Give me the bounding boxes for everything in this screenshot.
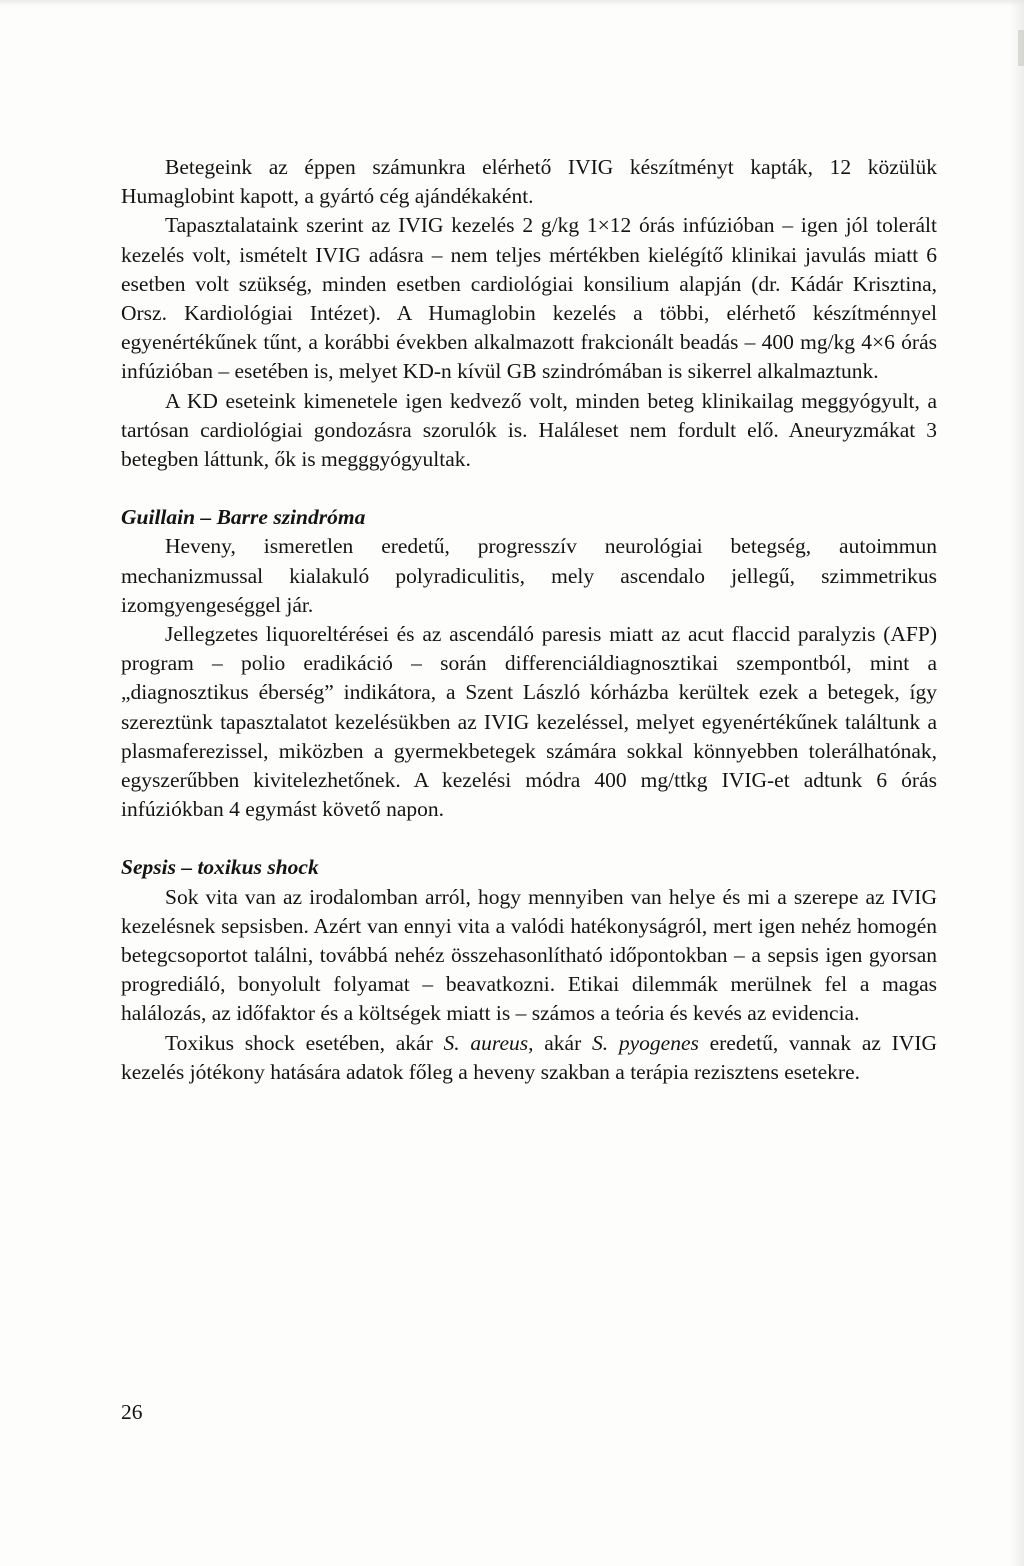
organism-name-aureus: S. aureus, <box>443 1030 534 1055</box>
organism-name-pyogenes: S. pyogenes <box>591 1030 699 1055</box>
kd-treatment-paragraph: Betegeink az éppen számunkra elérhető IVIG készítményt kapták, 12 közülük Humaglobint kapott, a gyártó cég ajándékaként. <box>121 155 937 209</box>
section-title-guillain-barre: Guillain – Barre szindróma <box>121 505 366 530</box>
body-text <box>121 153 937 1087</box>
scan-edge-shadow-right <box>1010 0 1024 1566</box>
scan-edge-shadow-top <box>0 0 1024 6</box>
section-spacer <box>121 474 937 503</box>
toxic-shock-text-end: eredetű, vannak az IVIG kezelés jótékony hatására adatok főleg a heveny szakban a terápia rezisztens esetekre. <box>121 1030 938 1084</box>
section-title-sepsis: Sepsis – toxikus shock <box>121 855 319 880</box>
section-spacer <box>121 824 937 853</box>
scan-smudge-mark <box>1018 30 1024 66</box>
toxic-shock-text-start: Toxikus shock esetében, akár <box>165 1030 444 1055</box>
kd-outcome-paragraph: A KD eseteink kimenetele igen kedvező volt, minden beteg klinikailag meggyógyult, a tartósan cardiológiai gondozásra szorulók is. Haláleset nem fordult elő. Aneuryzmákat 3 betegben láttunk, ők is megggyógyultak. <box>121 388 937 472</box>
sepsis-debate-paragraph: Sok vita van az irodalomban arról, hogy mennyiben van helye és mi a szerepe az IVIG kezelésnek sepsisben. Azért van ennyi vita a valódi hatékonyságról, mert igen nehéz homogén betegcsoportot találni, továbbá nehéz összehasonlítható időpontokban – a sepsis igen gyorsan progrediáló, bonyolult folyamat – beavatkozni. Etikai dilemmák merülnek fel a magas halálozás, az időfaktor és a költségek miatt is – számos a teória és kevés az evidencia. <box>121 884 937 1026</box>
page-number: 26 <box>121 1400 143 1424</box>
toxic-shock-text-middle: akár <box>533 1030 592 1055</box>
kd-experience-paragraph: Tapasztalataink szerint az IVIG kezelés 2 g/kg 1×12 órás infúzióban – igen jól tolerált kezelés volt, ismételt IVIG adásra – nem teljes mértékben kielégítő klinikai javulás miatt 6 esetben volt szükség, minden esetben cardiológiai konsilium alapján (dr. Kádár Krisztina, Orsz. Kardiológiai Intézet). A Humaglobin kezelés a többi, elérhető készítménnyel egyenértékűnek tűnt, a korábbi években alkalmazott frakcionált beadás – 400 mg/kg 4×6 órás infúzióban – esetében is, melyet KD-n kívül GB szindrómában is sikerrel alkalmaztunk. <box>121 213 937 384</box>
gbs-definition-paragraph: Heveny, ismeretlen eredetű, progresszív neurológiai betegség, autoimmun mechanizmussal kialakuló polyradiculitis, mely ascendalo jellegű, szimmetrikus izomgyengeséggel jár. <box>121 534 937 617</box>
gbs-treatment-paragraph: Jellegzetes liquoreltérései és az ascendáló paresis miatt az acut flaccid paralyzis (AFP) program – polio eradikáció – során differenciáldiagnosztikai szempontból, mint a „diagnosztikus éberség” indikátora, a Szent László kórházba kerültek ezek a betegek, így szereztünk tapasztalatot kezelésükben az IVIG kezeléssel, melyet egyenértékűnek találtunk a plasmaferezissel, miközben a gyermekbetegek számára sokkal könnyebben tolerálhatónak, egyszerűbben kivitelezhetőnek. A kezelési módra 400 mg/ttkg IVIG-et adtunk 6 órás infúziókban 4 egymást követő napon. <box>121 622 937 822</box>
toxic-shock-paragraph <box>121 1029 937 1087</box>
